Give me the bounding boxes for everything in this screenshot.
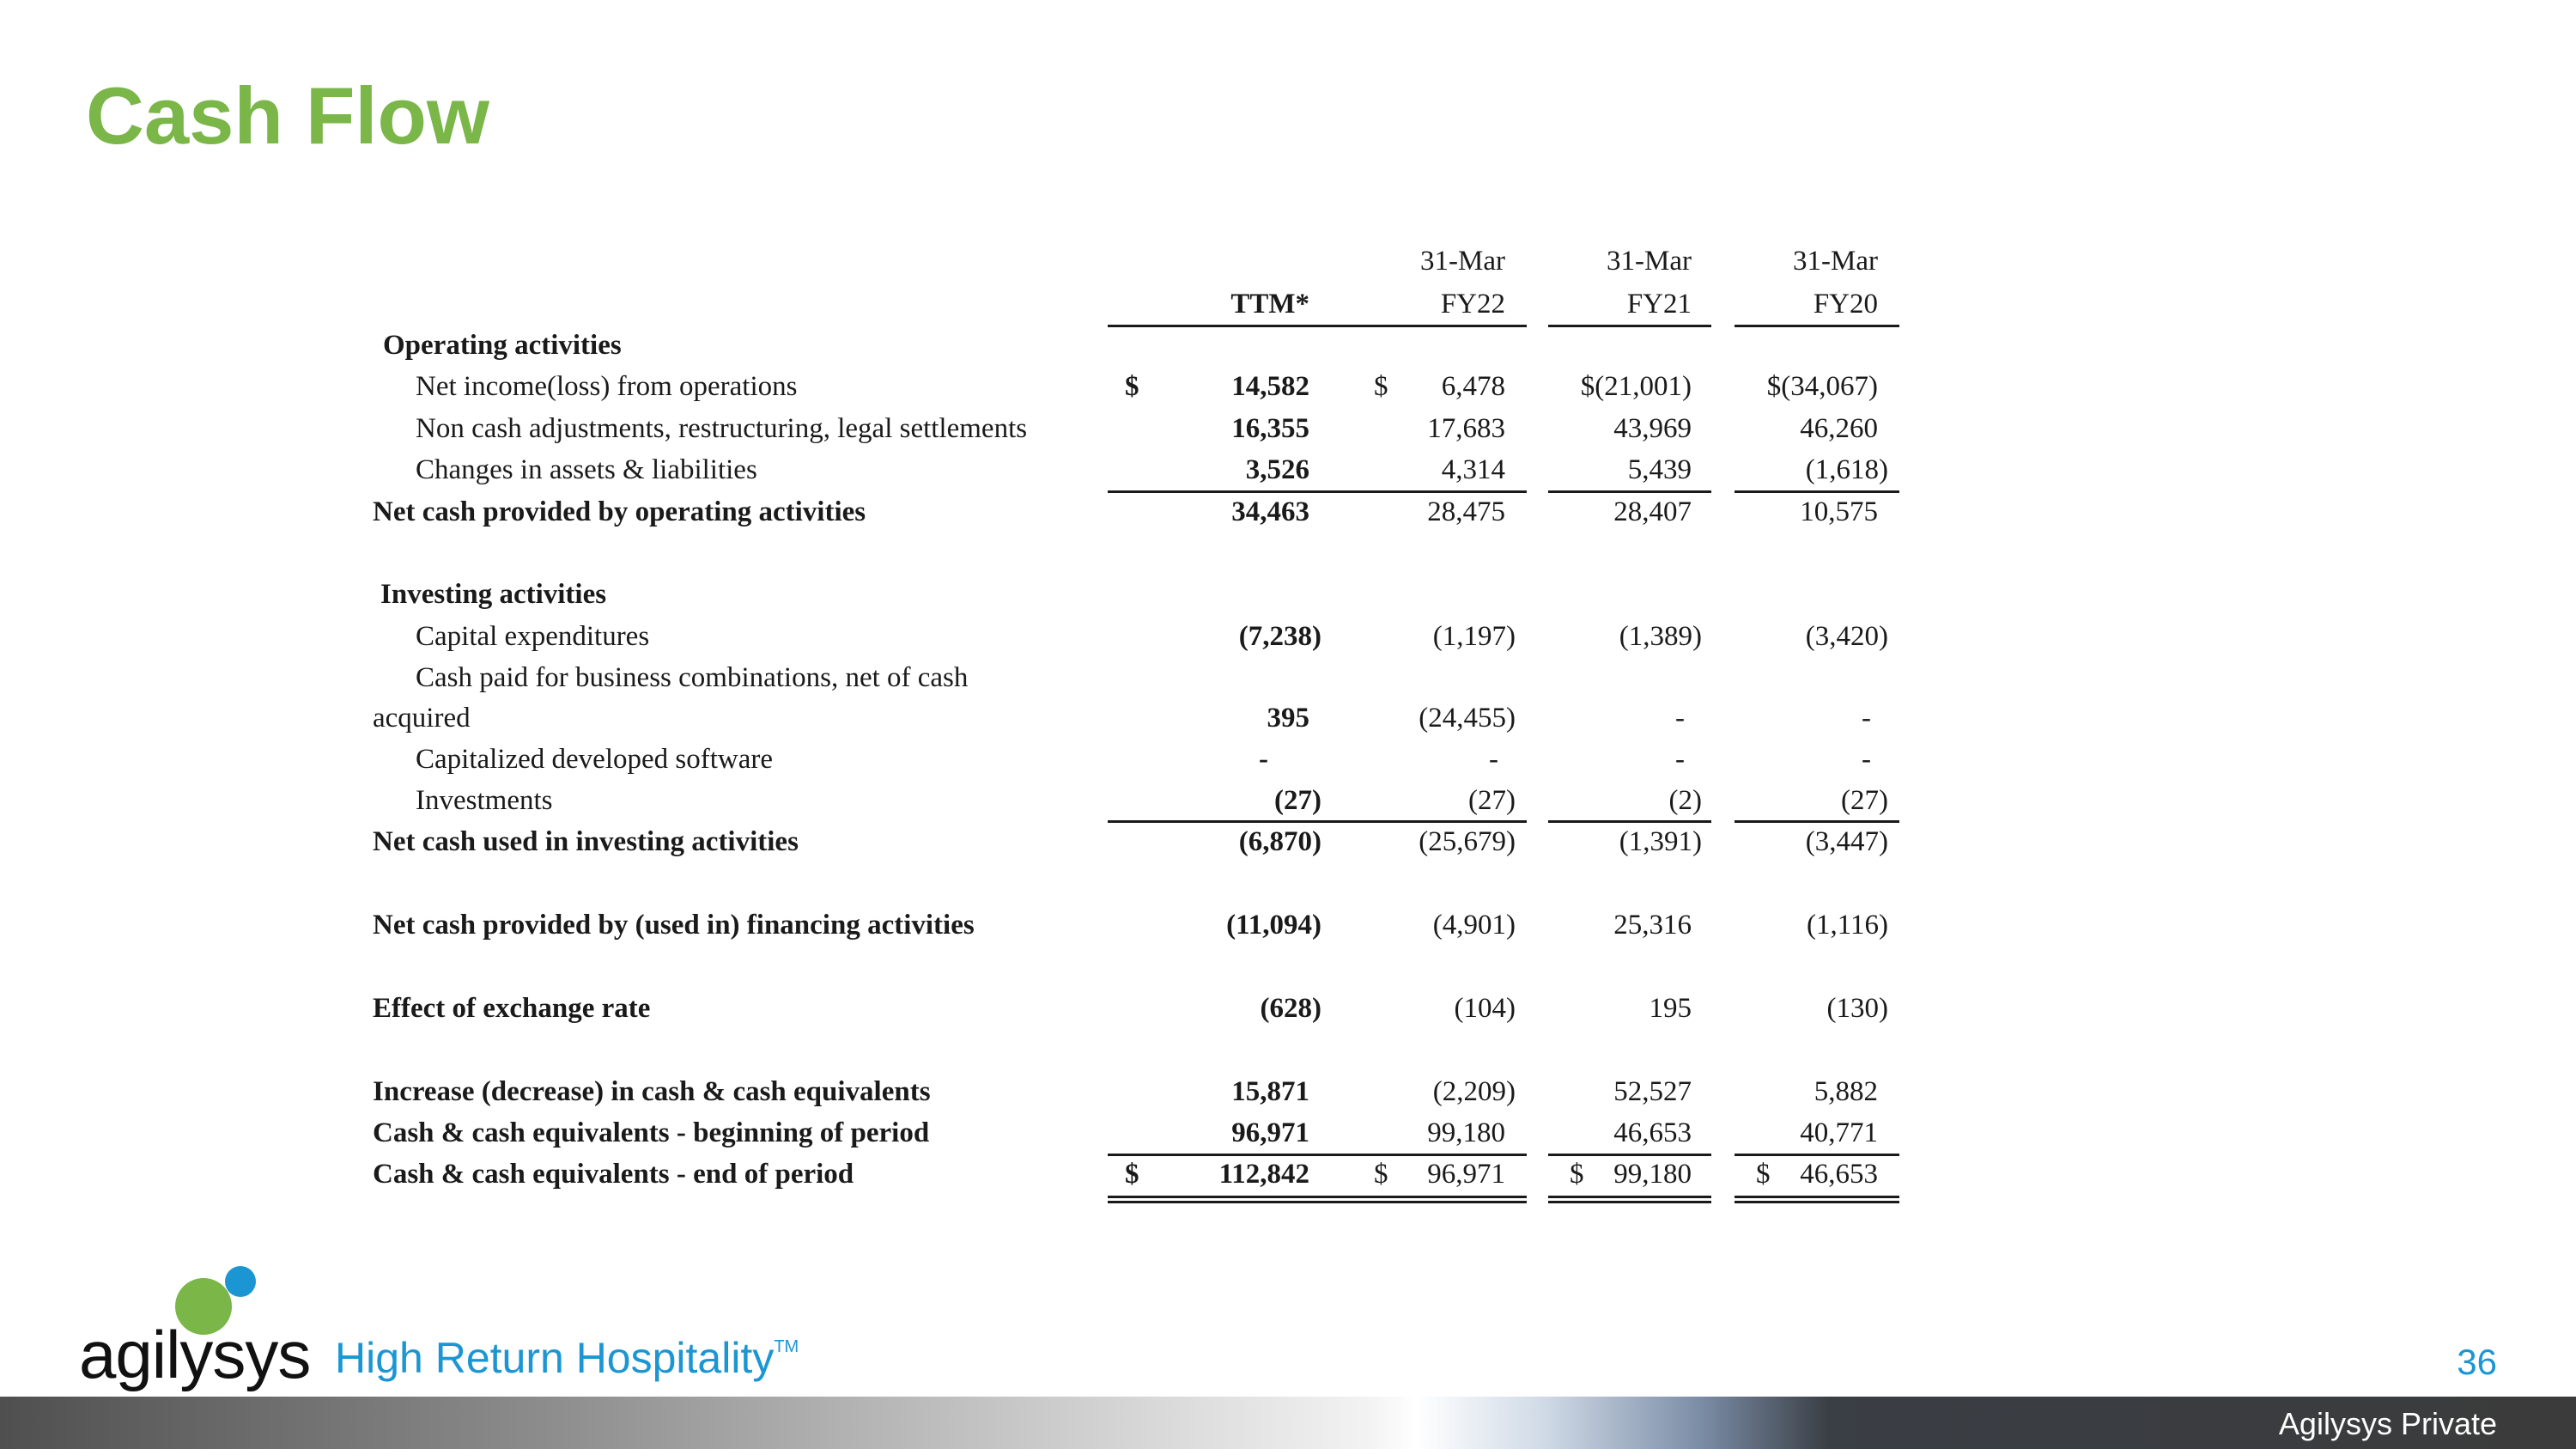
table-cell-value: (628) bbox=[1260, 993, 1321, 1024]
table-cell-value: (1,618) bbox=[1805, 454, 1888, 485]
row-label: Net cash provided by (used in) financing activities bbox=[373, 910, 975, 941]
row-label: Investments bbox=[416, 785, 553, 816]
row-label: Cash & cash equivalents - end of period bbox=[373, 1159, 854, 1190]
table-cell-value: (130) bbox=[1826, 993, 1888, 1024]
table-cell-value: - bbox=[1489, 744, 1498, 775]
classification-label: Agilysys Private bbox=[2278, 1406, 2497, 1441]
column-header-date: 31-Mar bbox=[1607, 246, 1692, 277]
row-label: Operating activities bbox=[383, 330, 622, 361]
total-double-rule bbox=[1342, 1196, 1527, 1203]
table-cell-value: (6,870) bbox=[1238, 826, 1321, 857]
table-cell-value: (1,116) bbox=[1806, 910, 1888, 941]
table-cell-value: (104) bbox=[1454, 993, 1516, 1024]
table-cell-value: 40,771 bbox=[1800, 1117, 1878, 1148]
currency-sign: $ bbox=[1570, 1159, 1584, 1190]
column-header-date: 31-Mar bbox=[1793, 246, 1878, 277]
table-cell-value: $(21,001) bbox=[1580, 371, 1692, 402]
table-cell-value: 195 bbox=[1649, 993, 1692, 1024]
table-cell-value: 14,582 bbox=[1231, 371, 1309, 402]
table-cell-value: 3,526 bbox=[1245, 454, 1309, 485]
subtotal-rule bbox=[1548, 1154, 1711, 1156]
table-cell-value: - bbox=[1675, 744, 1685, 775]
table-cell-value: (25,679) bbox=[1419, 826, 1516, 857]
table-cell-value: 46,653 bbox=[1613, 1117, 1692, 1148]
table-cell-value: 5,439 bbox=[1627, 454, 1692, 485]
slide-title: Cash Flow bbox=[86, 70, 490, 161]
column-header-period: FY22 bbox=[1440, 289, 1505, 320]
subtotal-rule bbox=[1548, 490, 1711, 493]
page-number: 36 bbox=[2457, 1342, 2497, 1382]
table-cell-value: 25,316 bbox=[1613, 910, 1692, 941]
table-cell-value: (1,391) bbox=[1619, 826, 1702, 857]
table-cell-value: - bbox=[1675, 703, 1685, 734]
logo-blue-dot bbox=[225, 1266, 256, 1297]
table-cell-value: 16,355 bbox=[1231, 413, 1309, 444]
trademark-mark: TM bbox=[774, 1337, 799, 1356]
table-cell-value: - bbox=[1259, 744, 1268, 775]
footer-band bbox=[0, 1397, 2576, 1449]
table-cell-value: 96,971 bbox=[1427, 1159, 1505, 1190]
subtotal-rule bbox=[1735, 1154, 1899, 1156]
table-cell-value: 6,478 bbox=[1441, 371, 1505, 402]
table-cell-value: 4,314 bbox=[1441, 454, 1505, 485]
row-label-continued: acquired bbox=[373, 703, 471, 734]
column-header-period: TTM* bbox=[1230, 289, 1309, 320]
table-cell-value: 395 bbox=[1267, 703, 1309, 734]
header-underline bbox=[1342, 325, 1527, 327]
table-cell-value: 17,683 bbox=[1427, 413, 1505, 444]
table-cell-value: (11,094) bbox=[1226, 910, 1321, 941]
row-label: Increase (decrease) in cash & cash equivalents bbox=[373, 1076, 931, 1107]
table-cell-value: 43,969 bbox=[1613, 413, 1692, 444]
currency-sign: $ bbox=[1756, 1159, 1771, 1190]
brand-logo: agilysys bbox=[79, 1317, 311, 1392]
table-cell-value: (3,420) bbox=[1805, 621, 1888, 652]
row-label: Capital expenditures bbox=[416, 621, 650, 652]
header-underline bbox=[1548, 325, 1711, 327]
table-cell-value: (2,209) bbox=[1432, 1076, 1516, 1107]
tagline bbox=[335, 1334, 799, 1382]
table-cell-value: (1,389) bbox=[1619, 621, 1702, 652]
table-cell-value: 10,575 bbox=[1800, 496, 1878, 527]
table-cell-value: 5,882 bbox=[1814, 1076, 1878, 1107]
table-cell-value: 28,407 bbox=[1613, 496, 1692, 527]
table-cell-value: 28,475 bbox=[1427, 496, 1505, 527]
row-label: Net cash provided by operating activities bbox=[373, 496, 866, 527]
table-cell-value: (1,197) bbox=[1432, 621, 1516, 652]
table-cell-value: (7,238) bbox=[1238, 621, 1321, 652]
tagline-text: High Return Hospitality bbox=[335, 1334, 775, 1382]
table-cell-value: 112,842 bbox=[1218, 1159, 1309, 1190]
row-label: Investing activities bbox=[380, 579, 607, 610]
table-cell-value: (27) bbox=[1468, 785, 1516, 816]
column-header-date: 31-Mar bbox=[1420, 246, 1505, 277]
table-cell-value: 46,260 bbox=[1800, 413, 1878, 444]
column-header-period: FY20 bbox=[1813, 289, 1878, 320]
subtotal-rule bbox=[1548, 820, 1711, 823]
subtotal-rule bbox=[1342, 820, 1527, 823]
subtotal-rule bbox=[1735, 490, 1899, 493]
currency-sign: $ bbox=[1125, 1159, 1139, 1190]
table-cell-value: - bbox=[1862, 703, 1871, 734]
table-cell-value: (24,455) bbox=[1419, 703, 1516, 734]
row-label: Net cash used in investing activities bbox=[373, 826, 799, 857]
table-cell-value: 52,527 bbox=[1613, 1076, 1692, 1107]
row-label: Cash & cash equivalents - beginning of period bbox=[373, 1117, 930, 1148]
column-header-period: FY21 bbox=[1626, 289, 1692, 320]
table-cell-value: 34,463 bbox=[1231, 496, 1309, 527]
table-cell-value: 46,653 bbox=[1800, 1159, 1878, 1190]
table-cell-value: 99,180 bbox=[1427, 1117, 1505, 1148]
table-cell-value: 99,180 bbox=[1613, 1159, 1692, 1190]
currency-sign: $ bbox=[1125, 371, 1139, 402]
table-cell-value: (4,901) bbox=[1432, 910, 1516, 941]
total-double-rule bbox=[1548, 1196, 1711, 1203]
table-cell-value: (27) bbox=[1841, 785, 1888, 816]
table-cell-value: (27) bbox=[1274, 785, 1321, 816]
total-double-rule bbox=[1735, 1196, 1899, 1203]
table-cell-value: 15,871 bbox=[1231, 1076, 1309, 1107]
subtotal-rule bbox=[1342, 490, 1527, 493]
table-cell-value: (2) bbox=[1668, 785, 1702, 816]
table-cell-value: - bbox=[1862, 744, 1871, 775]
row-label: Cash paid for business combinations, net of cash bbox=[416, 662, 969, 693]
subtotal-rule bbox=[1735, 820, 1899, 823]
row-label: Capitalized developed software bbox=[416, 744, 773, 775]
table-cell-value: $(34,067) bbox=[1766, 371, 1878, 402]
currency-sign: $ bbox=[1374, 371, 1388, 402]
row-label: Non cash adjustments, restructuring, legal settlements bbox=[416, 413, 1028, 444]
row-label: Net income(loss) from operations bbox=[416, 371, 798, 402]
row-label: Changes in assets & liabilities bbox=[416, 454, 757, 485]
table-cell-value: 96,971 bbox=[1231, 1117, 1309, 1148]
subtotal-rule bbox=[1342, 1154, 1527, 1156]
row-label: Effect of exchange rate bbox=[373, 993, 651, 1024]
header-underline bbox=[1735, 325, 1899, 327]
table-cell-value: (3,447) bbox=[1805, 826, 1888, 857]
currency-sign: $ bbox=[1374, 1159, 1388, 1190]
